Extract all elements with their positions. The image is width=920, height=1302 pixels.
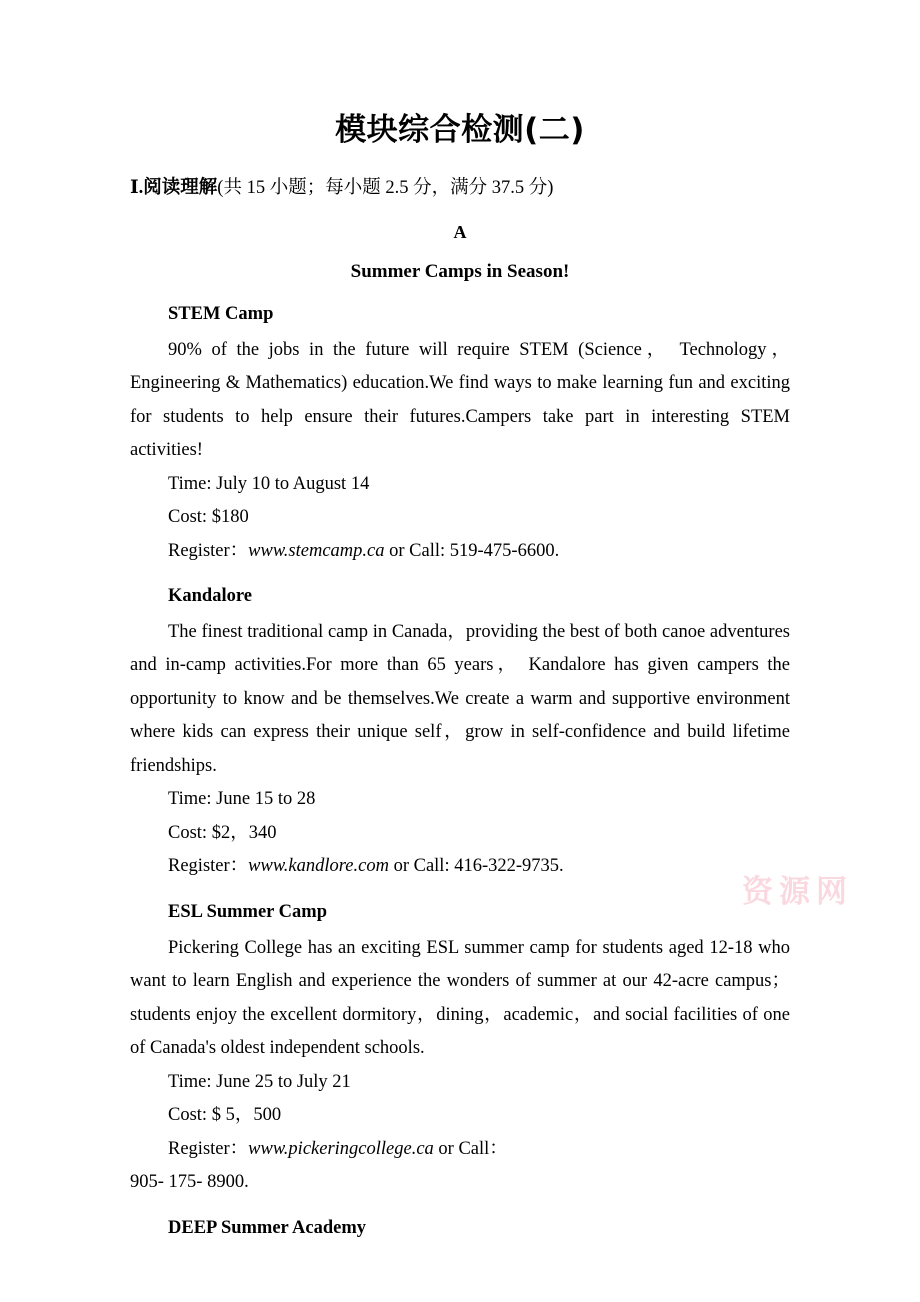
camp-name-kandalore: Kandalore: [168, 586, 252, 607]
camp-time-esl: Time: June 25 to July 21: [168, 1071, 351, 1092]
camp-cost-kandalore: Cost: $2，340: [168, 822, 277, 843]
camp-description-kandalore: The finest traditional camp in Canada，providing the best of both canoe adventures and in‑camp activities.For more than 65 years， Kandalore has given campers the opportunity to know and be themselves.We create a warm and supportive environment where kids can express their unique self，grow in self‑confidence and build lifetime friendships.: [130, 621, 790, 776]
camp-name-esl: ESL Summer Camp: [168, 901, 327, 922]
register-call: or Call: 519-475-6600.: [384, 540, 560, 561]
camp-name-stem: STEM Camp: [168, 303, 274, 324]
register-url[interactable]: www.stemcamp.ca: [248, 540, 385, 561]
document-content: [130, 0, 790, 1241]
register-label: Register：: [168, 540, 249, 561]
camp-cost-esl: Cost: $ 5，500: [168, 1105, 282, 1126]
camp-description-stem: 90% of the jobs in the future will require STEM (Science， Technology，Engineering & Mathematics) education.We find ways to make learning fun and exciting for students to help ensure their futures.Campers take part in interesting STEM activities!: [130, 339, 790, 461]
camp-description-esl: Pickering College has an exciting ESL summer camp for students aged 12-18 who want to learn English and experience the wonders of summer at our 42-acre campus；students enjoy the excellent dormitory，dining，academic，and social facilities of one of Canada's oldest independent schools.: [130, 937, 790, 1059]
page-title: 模块综合检测(二): [335, 112, 585, 148]
passage-letter: A: [453, 221, 467, 242]
camp-register-esl: [168, 1133, 790, 1167]
register-call: or Call: 416-322-9735.: [388, 856, 564, 877]
watermark-text: 资源网: [742, 874, 853, 910]
camp-register-kandalore: [168, 850, 790, 884]
camp-name-deep: DEEP Summer Academy: [168, 1217, 367, 1238]
camp-cost-stem: Cost: $180: [168, 507, 249, 528]
passage-title: Summer Camps in Season!: [350, 261, 570, 283]
section-label: Ⅰ.阅读理解: [130, 178, 218, 199]
camp-time-kandalore: Time: June 15 to 28: [168, 789, 316, 810]
camp-phone-esl: 905‑ 175‑ 8900.: [130, 1172, 249, 1193]
section-heading: [130, 175, 790, 203]
register-call: or Call：: [433, 1138, 508, 1159]
camp-register-stem: [168, 535, 790, 569]
register-url[interactable]: www.kandlore.com: [248, 856, 389, 877]
register-label: Register：: [168, 1138, 249, 1159]
register-label: Register：: [168, 856, 249, 877]
section-detail: (共 15 小题；每小题 2.5 分，满分 37.5 分): [217, 178, 554, 199]
camp-time-stem: Time: July 10 to August 14: [168, 473, 370, 494]
register-url[interactable]: www.pickeringcollege.ca: [248, 1138, 434, 1159]
